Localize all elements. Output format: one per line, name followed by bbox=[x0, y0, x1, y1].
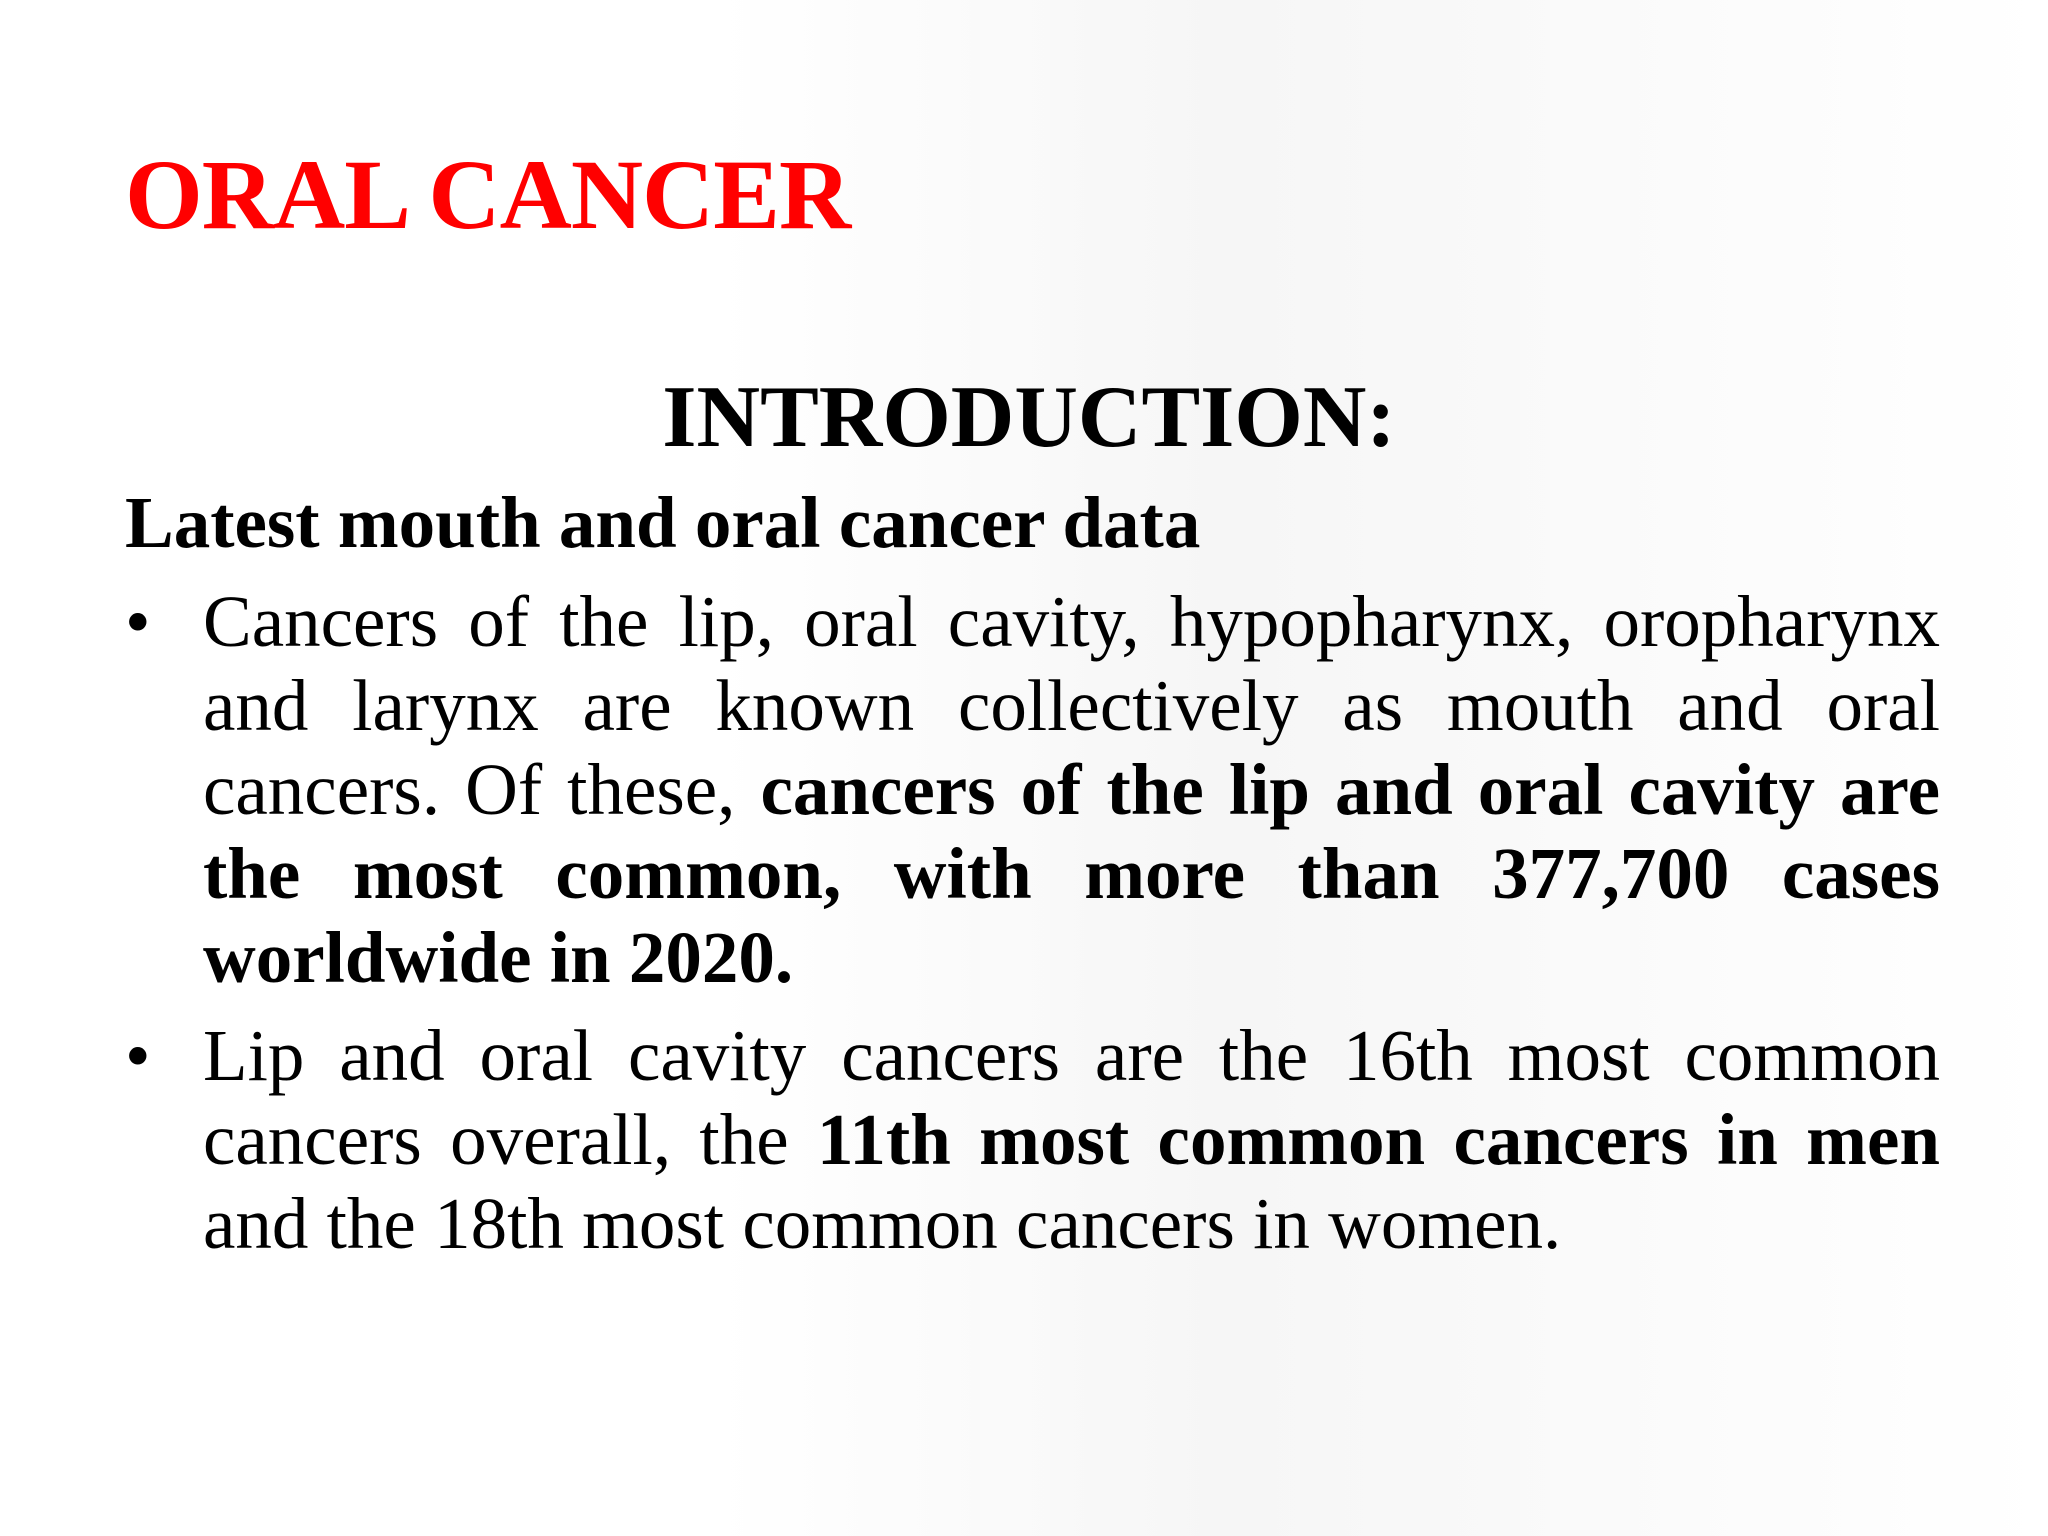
slide-title: ORAL CANCER bbox=[125, 139, 851, 250]
bullet-icon: • bbox=[125, 581, 151, 662]
bullet-bold-text: 11th most common cancers in men bbox=[816, 1099, 1940, 1180]
section-heading: INTRODUCTION: bbox=[662, 369, 1396, 466]
bullet-text: Cancers of the lip, oral cavity, hypopharynx, oropharynx and larynx are known collectively as mouth and oral cancers. Of these, bbox=[203, 581, 1940, 830]
bullet-item bbox=[125, 1014, 1940, 1266]
bullet-item bbox=[125, 580, 1940, 1000]
bullet-bold-text: cancers of the lip and oral cavity are the most common, with more than 377,700 cases worldwide in 2020. bbox=[203, 749, 1941, 998]
bullet-text: Lip and oral cavity cancers are the 16th most common cancers overall, the bbox=[203, 1015, 1940, 1180]
bullet-list bbox=[125, 580, 1940, 1280]
bullet-text: and the 18th most common cancers in women. bbox=[203, 1183, 1562, 1264]
bullet-icon: • bbox=[125, 1015, 151, 1096]
subheading: Latest mouth and oral cancer data bbox=[125, 482, 1201, 563]
